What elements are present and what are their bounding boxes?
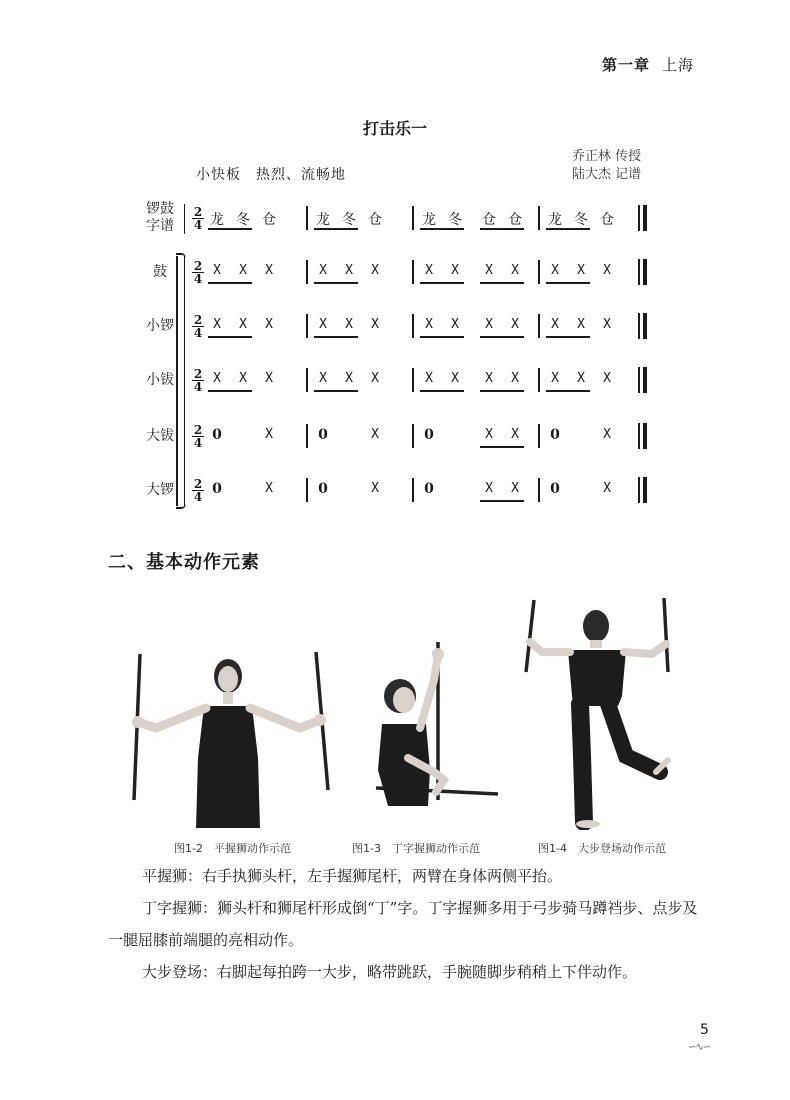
eighth-beam xyxy=(546,282,590,284)
score-note: X xyxy=(371,371,379,386)
score-note: X xyxy=(577,263,585,278)
score-note: X xyxy=(603,263,611,278)
score-note: X xyxy=(345,263,353,278)
page-ornament: ∽∿∽ xyxy=(688,1042,711,1053)
eighth-beam xyxy=(314,390,358,392)
dancer-photo-flat-hold xyxy=(128,648,338,830)
eighth-beam xyxy=(480,500,524,502)
eighth-beam xyxy=(546,390,590,392)
score-title: 打击乐一 xyxy=(362,119,427,138)
score-note: 仓 xyxy=(262,212,276,228)
time-signature-top: 2 xyxy=(193,423,203,437)
score-note: X xyxy=(511,427,519,442)
instrument-label xyxy=(136,428,184,445)
score-note: 0 xyxy=(318,427,328,443)
score-note: X xyxy=(511,371,519,386)
paragraph-flat-hold: 平握狮：右手执狮头杆，左手握狮尾杆，两臂在身体两侧平抬。 xyxy=(142,867,563,885)
bar-line xyxy=(306,478,308,502)
dancer-photo-big-step xyxy=(522,596,676,830)
score-note: X xyxy=(371,481,379,496)
score-note: X xyxy=(265,317,273,332)
instrument-label-line: 小锣 xyxy=(146,317,174,334)
score-note: 仓 xyxy=(508,212,522,228)
time-signature-top: 2 xyxy=(193,367,203,381)
final-bar-line xyxy=(638,477,652,503)
score-note: 龙 xyxy=(210,212,224,228)
eighth-beam xyxy=(314,228,358,230)
score-note: 0 xyxy=(424,427,434,443)
score-note: 0 xyxy=(424,481,434,497)
section-title: 二、基本动作元素 xyxy=(108,552,260,573)
time-signature-top: 2 xyxy=(193,477,203,491)
final-bar-line xyxy=(638,259,652,285)
bar-line xyxy=(306,260,308,284)
figure-caption: 图1-4 大步登场动作示范 xyxy=(538,842,666,855)
score-note: X xyxy=(551,263,559,278)
score-note: 仓 xyxy=(600,212,614,228)
score-note: X xyxy=(485,317,493,332)
dancer-photo-ding-hold xyxy=(368,640,508,830)
score-note: X xyxy=(451,263,459,278)
chapter-name: 上海 xyxy=(661,56,694,74)
score-note: X xyxy=(511,481,519,496)
score-note: X xyxy=(485,263,493,278)
score-note: X xyxy=(511,263,519,278)
figure-big-step xyxy=(522,596,676,830)
score-note: X xyxy=(603,481,611,496)
time-signature-top: 2 xyxy=(193,205,203,219)
score-note: X xyxy=(511,317,519,332)
score-note: X xyxy=(319,317,327,332)
eighth-beam xyxy=(314,282,358,284)
instrument-label-line: 鼓 xyxy=(153,263,167,280)
score-note: 仓 xyxy=(368,212,382,228)
figure-caption: 图1-3 丁字握狮动作示范 xyxy=(352,842,480,855)
score-note: 仓 xyxy=(482,212,496,228)
time-signature xyxy=(192,478,204,503)
score-note: X xyxy=(577,317,585,332)
score-note: X xyxy=(371,317,379,332)
score-note: X xyxy=(603,371,611,386)
score-note: X xyxy=(371,263,379,278)
instrument-label xyxy=(136,482,184,499)
system-line xyxy=(184,256,185,506)
score-note: X xyxy=(239,263,247,278)
final-bar-line xyxy=(638,367,652,393)
bar-line xyxy=(538,206,540,230)
bar-line xyxy=(412,260,414,284)
score-note: 龙 xyxy=(422,212,436,228)
credit-line: 乔正林 传授 xyxy=(572,149,642,164)
score-note: X xyxy=(451,371,459,386)
score-note: 龙 xyxy=(316,212,330,228)
instrument-label xyxy=(136,318,184,335)
time-signature-bottom: 4 xyxy=(193,326,203,340)
score-note: X xyxy=(319,371,327,386)
bar-line xyxy=(306,368,308,392)
score-note: 冬 xyxy=(448,212,462,228)
eighth-beam xyxy=(208,228,252,230)
eighth-beam xyxy=(480,446,524,448)
bar-line xyxy=(306,314,308,338)
score-note: X xyxy=(239,317,247,332)
eighth-beam xyxy=(208,390,252,392)
bar-line xyxy=(306,206,308,230)
eighth-beam xyxy=(208,282,252,284)
time-signature-bottom: 4 xyxy=(193,272,203,286)
score-note: 0 xyxy=(318,481,328,497)
bar-line xyxy=(538,424,540,448)
time-signature xyxy=(192,260,204,285)
score-note: 龙 xyxy=(548,212,562,228)
score-note: X xyxy=(371,427,379,442)
bar-line xyxy=(412,368,414,392)
eighth-beam xyxy=(546,336,590,338)
score-note: X xyxy=(265,371,273,386)
tempo-marking: 小快板 热烈、流畅地 xyxy=(196,167,346,183)
time-signature-bottom: 4 xyxy=(193,436,203,450)
instrument-label-line: 大钹 xyxy=(146,427,174,444)
instrument-label xyxy=(136,372,184,389)
score-note: X xyxy=(551,371,559,386)
score-note: X xyxy=(485,427,493,442)
score-note: X xyxy=(213,263,221,278)
score-note: X xyxy=(265,427,273,442)
eighth-beam xyxy=(480,228,524,230)
figure-flat-hold xyxy=(128,648,338,830)
bar-line xyxy=(412,478,414,502)
score-note: X xyxy=(265,481,273,496)
score-note: 0 xyxy=(550,427,560,443)
score-note: 0 xyxy=(550,481,560,497)
score-note: X xyxy=(319,263,327,278)
credit-line: 陆大杰 记谱 xyxy=(572,167,642,182)
score-note: X xyxy=(345,371,353,386)
final-bar-line xyxy=(638,423,652,449)
figure-ding-hold xyxy=(368,640,508,830)
score-note: X xyxy=(485,481,493,496)
eighth-beam xyxy=(480,282,524,284)
eighth-beam xyxy=(546,228,590,230)
score-note: 冬 xyxy=(236,212,250,228)
bar-line xyxy=(538,314,540,338)
score-credits xyxy=(572,148,641,184)
bar-line xyxy=(412,314,414,338)
time-signature xyxy=(192,314,204,339)
score-note: 冬 xyxy=(574,212,588,228)
instrument-label-line: 字谱 xyxy=(146,218,174,234)
eighth-beam xyxy=(480,390,524,392)
instrument-label-line: 锣鼓 xyxy=(146,201,174,217)
eighth-beam xyxy=(420,282,464,284)
time-signature xyxy=(192,206,204,231)
score-note: X xyxy=(213,371,221,386)
score-note: X xyxy=(551,317,559,332)
figure-caption: 图1-2 平握狮动作示范 xyxy=(174,842,291,855)
score-note: X xyxy=(425,263,433,278)
score-note: X xyxy=(345,317,353,332)
paragraph-big-step: 大步登场：右脚起每拍跨一大步，略带跳跃，手腕随脚步稍稍上下伴动作。 xyxy=(142,963,638,981)
final-bar-line xyxy=(638,313,652,339)
instrument-label-line: 小钹 xyxy=(146,371,174,388)
time-signature xyxy=(192,424,204,449)
time-signature-top: 2 xyxy=(193,313,203,327)
time-signature-top: 2 xyxy=(193,259,203,273)
score-note: X xyxy=(265,263,273,278)
eighth-beam xyxy=(314,336,358,338)
score-note: 0 xyxy=(212,481,222,497)
eighth-beam xyxy=(420,390,464,392)
page-number: 5 xyxy=(700,1022,709,1038)
chapter-header xyxy=(602,54,694,75)
bar-line xyxy=(412,206,414,230)
time-signature-bottom: 4 xyxy=(193,218,203,232)
bar-line xyxy=(538,260,540,284)
final-bar-line xyxy=(638,205,652,231)
eighth-beam xyxy=(420,228,464,230)
bar-line xyxy=(538,368,540,392)
score-note: X xyxy=(485,371,493,386)
chapter-number: 第一章 xyxy=(601,56,650,74)
instrument-label xyxy=(136,201,184,235)
bar-line xyxy=(538,478,540,502)
score-note: 0 xyxy=(212,427,222,443)
score-note: X xyxy=(425,317,433,332)
time-signature-bottom: 4 xyxy=(193,380,203,394)
score-note: X xyxy=(603,427,611,442)
instrument-label xyxy=(136,264,184,281)
score-note: X xyxy=(239,371,247,386)
time-signature-bottom: 4 xyxy=(193,490,203,504)
score-note: X xyxy=(603,317,611,332)
score-note: X xyxy=(451,317,459,332)
eighth-beam xyxy=(208,336,252,338)
score-note: X xyxy=(577,371,585,386)
paragraph-ding-hold: 丁字握狮：狮头杆和狮尾杆形成倒“丁”字。丁字握狮多用于弓步骑马蹲裆步、点步及一腿屈膝前端腿的亮相动作。 xyxy=(108,899,698,949)
eighth-beam xyxy=(480,336,524,338)
eighth-beam xyxy=(420,336,464,338)
score-note: X xyxy=(425,371,433,386)
score-note: X xyxy=(213,317,221,332)
bar-line xyxy=(306,424,308,448)
score-note: 冬 xyxy=(342,212,356,228)
bar-line xyxy=(412,424,414,448)
system-line xyxy=(184,204,185,234)
time-signature xyxy=(192,368,204,393)
instrument-label-line: 大锣 xyxy=(146,481,174,498)
